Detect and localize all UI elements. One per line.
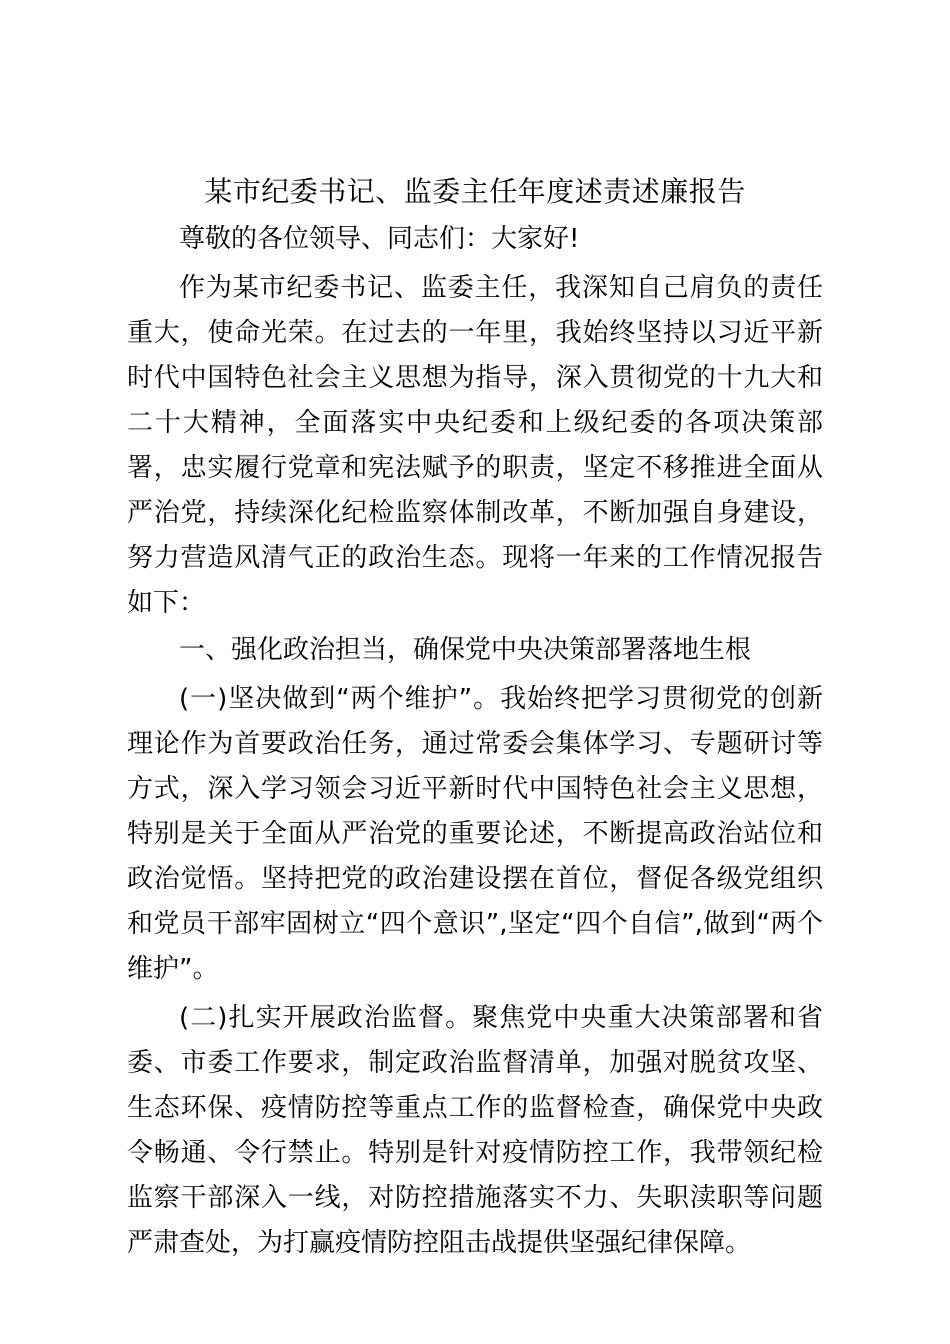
section-item-paragraph: (一)坚决做到“两个维护”。我始终把学习贯彻党的创新理论作为首要政治任务，通过常委会集体学习、专题研讨等方式，深入学习领会习近平新时代中国特色社会主义思想，特别是关于全面从严治党的重要论述，不断提高政治站位和政治觉悟。坚持把党的政治建设摆在首位，督促各级党组织和党员干部牢固树立“四个意识”,坚定“四个自信”,做到“两个维护”。: [127, 684, 823, 984]
document-page: [127, 168, 823, 1266]
section-item-paragraph: (二)扎实开展政治监督。聚焦党中央重大决策部署和省委、市委工作要求，制定政治监督清单，加强对脱贫攻坚、生态环保、疫情防控等重点工作的监督检查，确保党中央政令畅通、令行禁止。特别是针对疫情防控工作，我带领纪检监察干部深入一线，对防控措施落实不力、失职渎职等问题严肃查处，为打赢疫情防控阻击战提供坚强纪律保障。: [127, 1003, 823, 1258]
section-heading: 一、强化政治担当，确保党中央决策部署落地生根: [179, 635, 752, 665]
greeting-paragraph: 尊敬的各位领导、同志们：大家好!: [179, 224, 580, 254]
intro-paragraph: 作为某市纪委书记、监委主任，我深知自己肩负的责任重大，使命光荣。在过去的一年里，我始终坚持以习近平新时代中国特色社会主义思想为指导，深入贯彻党的十九大和二十大精神，全面落实中央纪委和上级纪委的各项决策部署，忠实履行党章和宪法赋予的职责，坚定不移推进全面从严治党，持续深化纪检监察体制改革，不断加强自身建设，努力营造风清气正的政治生态。现将一年来的工作情况报告如下：: [127, 273, 823, 618]
document-title: 某市纪委书记、监委主任年度述责述廉报告: [204, 175, 746, 208]
